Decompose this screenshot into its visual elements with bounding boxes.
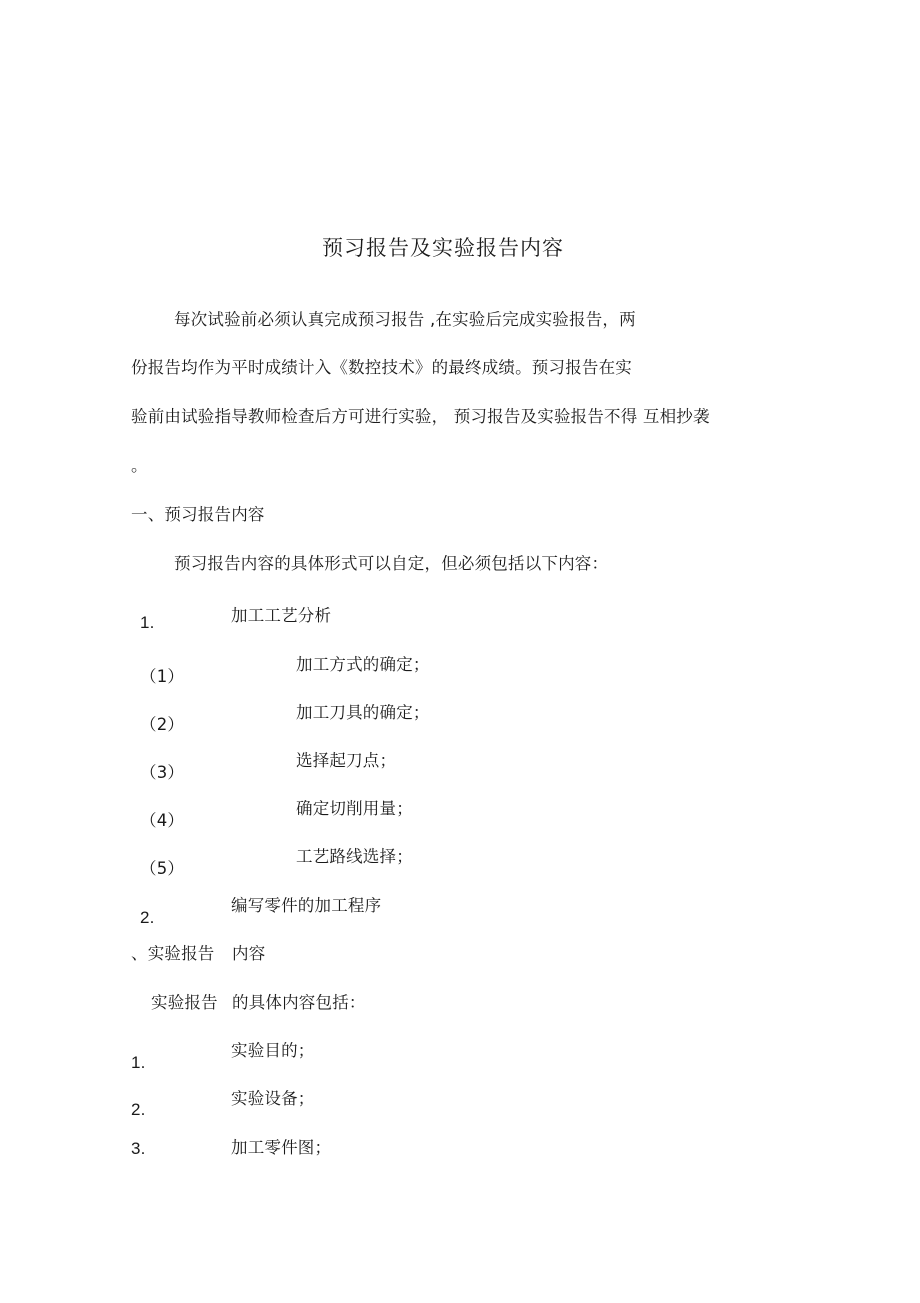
section1-description: 预习报告内容的具体形式可以自定，但必须包括以下内容： xyxy=(174,554,609,573)
list-item-label: 实验目的； xyxy=(231,1041,315,1060)
sublist-item-number: （5） xyxy=(140,859,185,878)
sublist-item-label: 选择起刀点； xyxy=(296,751,397,770)
section2-description-suffix: 的具体内容包括： xyxy=(232,993,366,1012)
list-item-label: 实验设备； xyxy=(231,1089,315,1108)
list-item-number: 1. xyxy=(131,1053,146,1072)
sublist-item-number: （1） xyxy=(140,667,185,686)
sublist-item-number: （4） xyxy=(140,811,185,830)
intro-line-1: 每次试验前必须认真完成预习报告 ,在实验后完成实验报告，两 xyxy=(174,310,636,329)
list-item-label: 编写零件的加工程序 xyxy=(231,896,382,915)
sublist-item-label: 确定切削用量； xyxy=(296,799,413,818)
section2-heading: 、实验报告 xyxy=(131,944,215,963)
list-item-number: 2. xyxy=(131,1100,146,1119)
intro-line-2: 份报告均作为平时成绩计入《数控技术》的最终成绩。预习报告在实 xyxy=(131,358,632,377)
section2-heading-suffix: 内容 xyxy=(232,944,266,963)
sublist-item-number: （2） xyxy=(140,715,185,734)
list-item-label: 加工零件图； xyxy=(231,1138,332,1157)
sublist-item-number: （3） xyxy=(140,763,185,782)
list-item-number: 2. xyxy=(140,908,155,927)
intro-line-4: 。 xyxy=(131,456,148,475)
sublist-item-label: 加工方式的确定； xyxy=(296,655,430,674)
list-item-label: 加工工艺分析 xyxy=(231,606,332,625)
sublist-item-label: 工艺路线选择； xyxy=(296,847,413,866)
document-title: 预习报告及实验报告内容 xyxy=(322,236,564,260)
section2-description: 实验报告 xyxy=(151,993,218,1012)
intro-line-3: 验前由试验指导教师检查后方可进行实验， 预习报告及实验报告不得 互相抄袭 xyxy=(131,407,710,426)
sublist-item-label: 加工刀具的确定； xyxy=(296,703,430,722)
list-item-number: 1. xyxy=(140,613,155,632)
section1-heading: 一、预习报告内容 xyxy=(131,505,265,524)
list-item-number: 3. xyxy=(131,1139,146,1158)
